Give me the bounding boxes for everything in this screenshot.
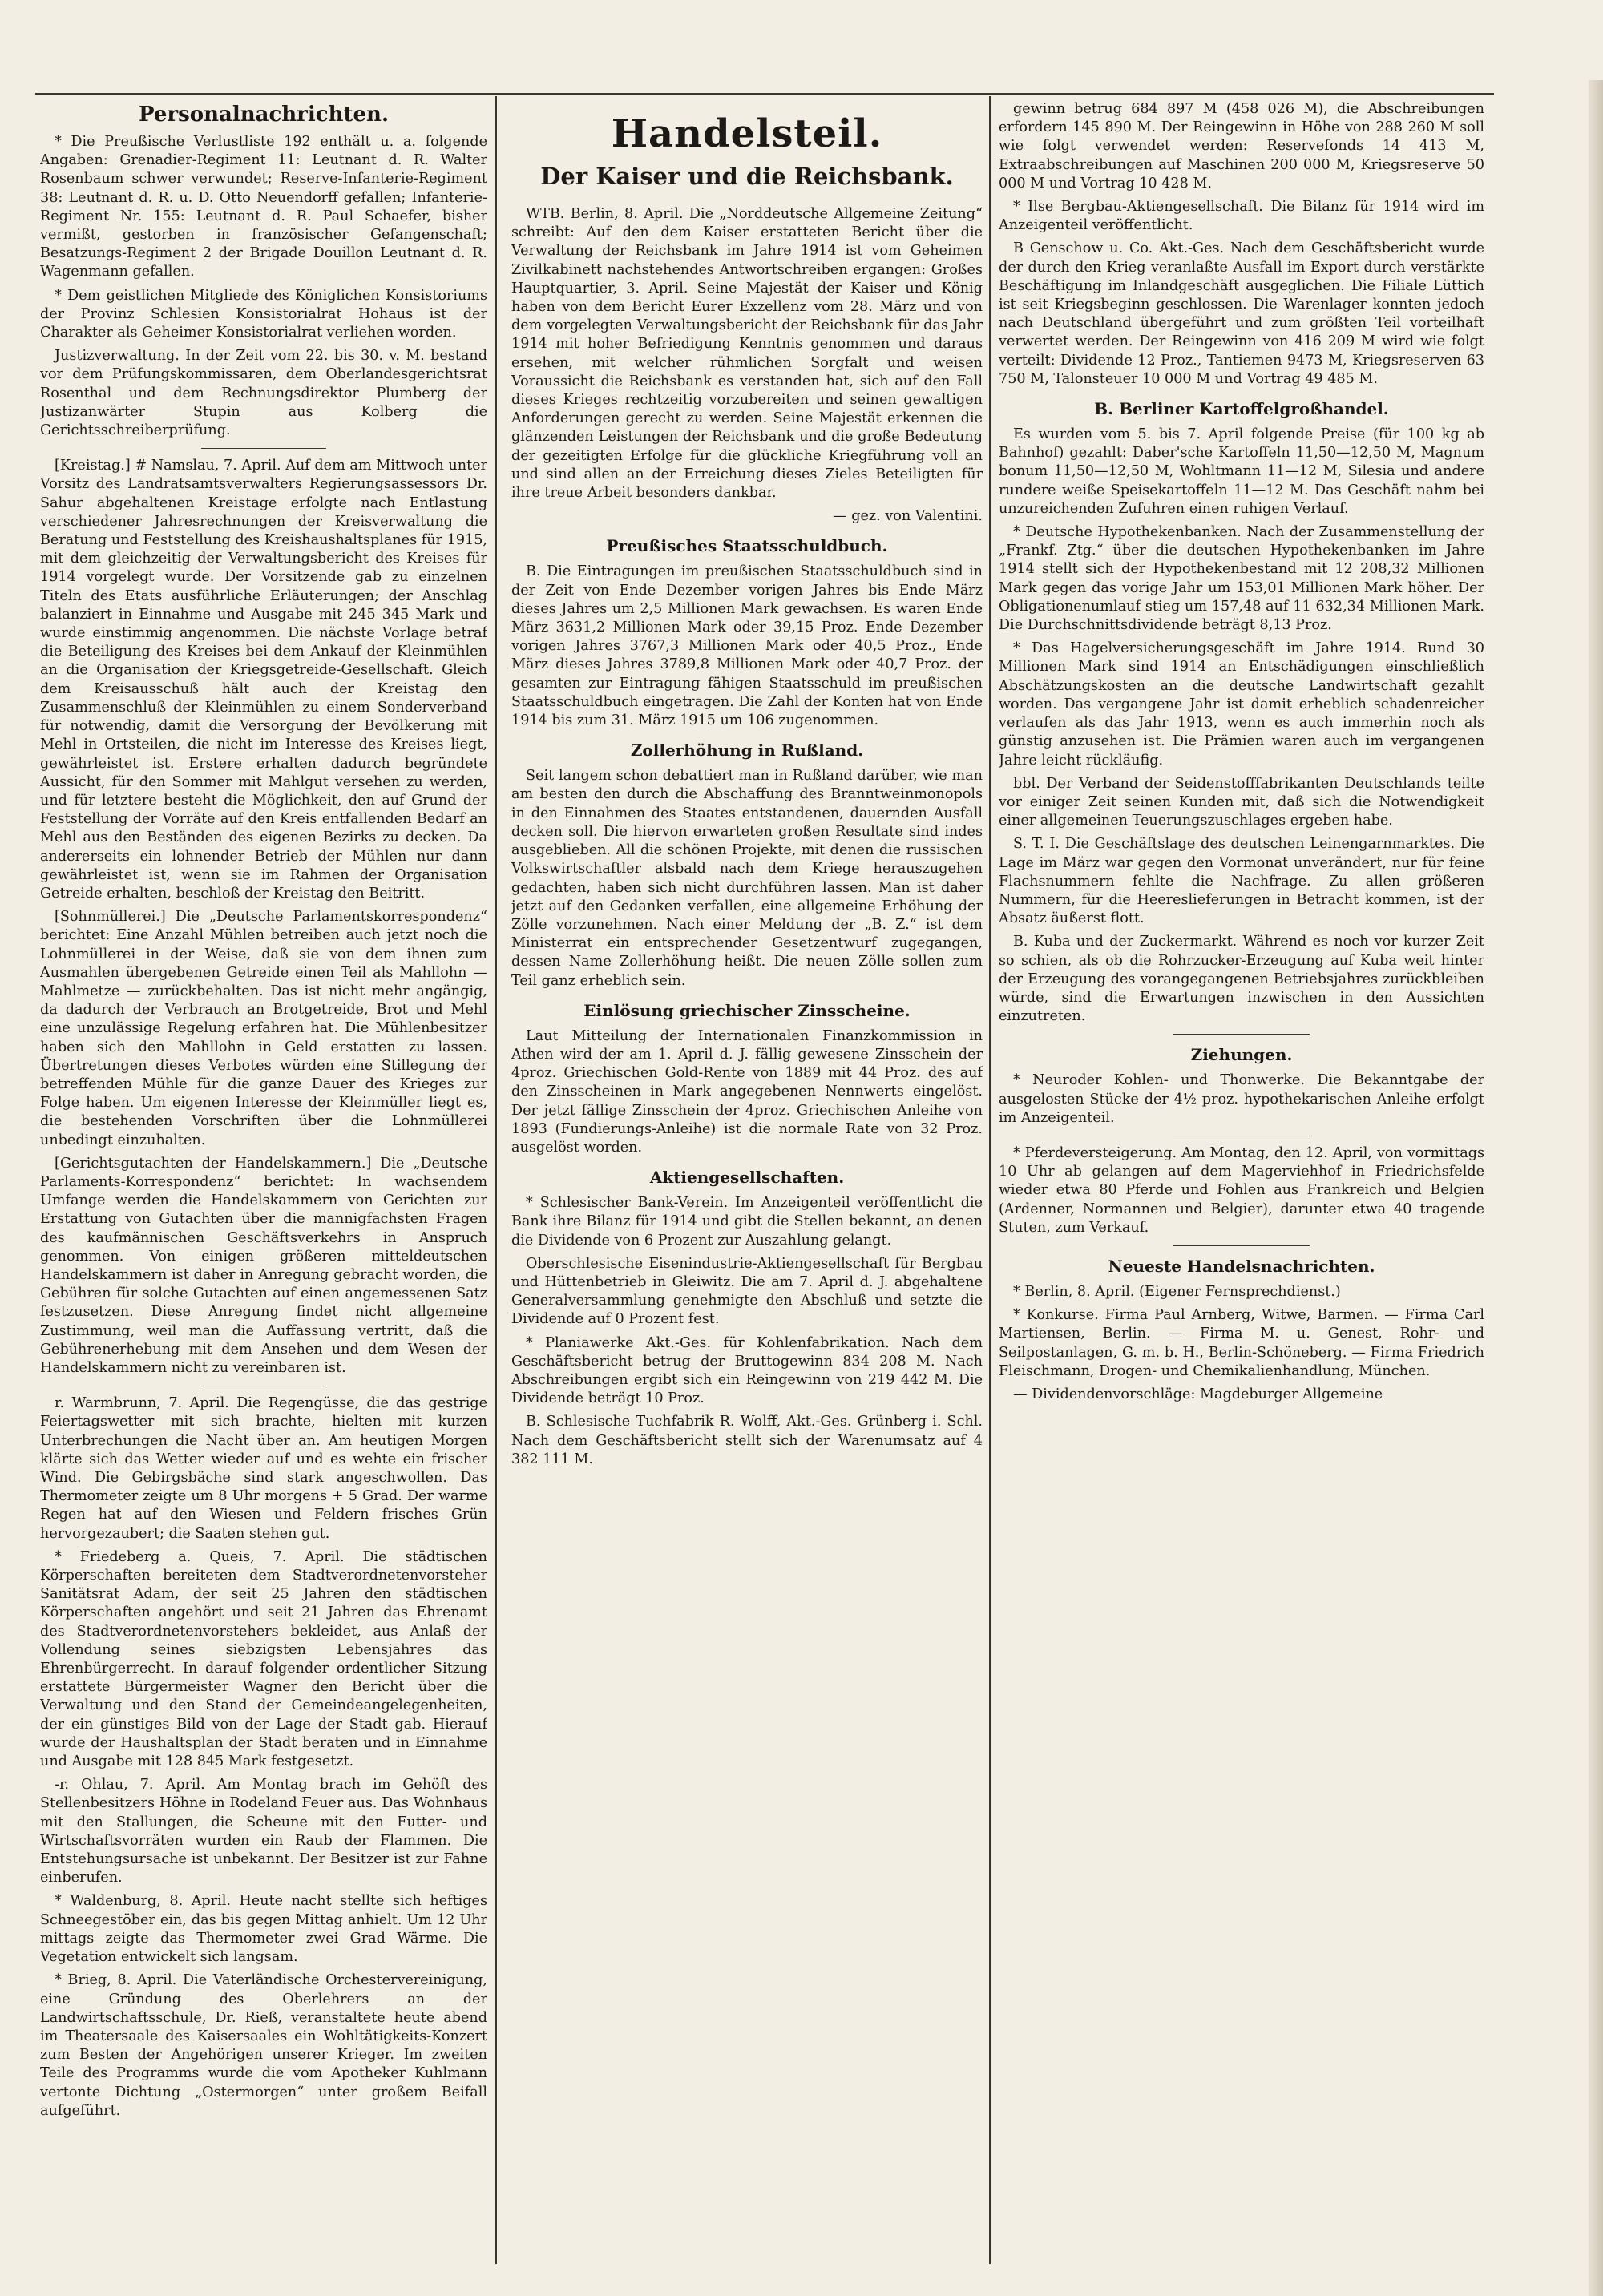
article-paragraph: * Konkurse. Firma Paul Arnberg, Witwe, Barmen. — Firma Carl Martiensen, Berlin. — Firma M. u. Genest, Rohr- und Seilpostanlagen, G. m. b. H., Berlin-Schöneberg. — Firma Friedrich Fleischmann, Drogen- und Chemikalienhandlung, München.	[999, 1307, 1484, 1379]
article-paragraph: * Planiawerke Akt.-Ges. für Kohlenfabrikation. Nach dem Geschäftsbericht betrug der Bruttogewinn 834 208 M. Nach Abschreibungen ergibt sich ein Reingewinn von 219 442 M. Die Dividende beträgt 10 Proz.	[511, 1334, 983, 1407]
article-paragraph: [Kreistag.] # Namslau, 7. April. Auf dem am Mittwoch unter Vorsitz des Landratsamtsverwalters Regierungsassessors Dr. Sahur abgehaltenen Kreistage erfolgte nach Entlastung verschiedener Jahresrechnungen der Kreisverwaltung die Beratung und Feststellung des Kreishaushaltsplanes für 1915, mit dem gleichzeitig der Verwaltungsbericht des Kreises für 1914 vorgelegt wurde. Der Vorsitzende gab zu einzelnen Titeln des Etats ausführliche Erläuterungen; der Anschlag balanziert in Einnahme und Ausgabe mit 245 345 Mark und wurde einstimmig angenommen. Die nächste Vorlage betraf die Beteiligung des Kreises bei dem Ankauf der Kleinmühlen an die Organisation der Kriegsgetreide-Gesellschaft. Gleich dem Kreisausschuß hält auch der Kreistag den Zusammenschluß der Kleinmühlen zu einem Sonderverband für notwendig, damit die Versorgung der Bevölkerung mit Mehl in Ortsteilen, die nicht im Interesse des Kreises liegt, gewährleistet ist. Erstere erhalten dadurch begründete Aussicht, für den Sommer mit Mahlgut versehen zu werden, und für letztere besteht die Möglichkeit, den auf Grund der Feststellung der Vorräte auf den Kreis entfallenden Bedarf an Mehl aus den Beständen des eigenen Bezirks zu decken. Da andererseits ein lohnender Betrieb der Mühlen nur dann gewährleistet ist, wenn sie im Rahmen der Organisation Getreide erhalten, beschloß der Kreistag den Beitritt.	[40, 458, 487, 902]
article-paragraph: * Berlin, 8. April. (Eigener Fernsprechdienst.)	[1013, 1283, 1341, 1300]
article-paragraph: bbl. Der Verband der Seidenstofffabrikanten Deutschlands teilte vor einiger Zeit seinen Kunden mit, daß sich die Notwendigkeit einer allgemeinen Teuerungszuschlages ergeben habe.	[999, 775, 1484, 829]
column-commerce	[511, 96, 983, 2264]
article-paragraph: * Brieg, 8. April. Die Vaterländische Orchestervereinigung, eine Gründung des Oberlehrers an der Landwirtschaftsschule, Dr. Rieß, veranstaltete heute abend im Theatersaale des Kaisersaales ein Wohltätigkeits-Konzert zum Besten der Angehörigen unserer Krieger. Im zweiten Teile des Programms wurde die vom Apotheker Kuhlmann vertonte Dichtung „Ostermorgen“ unter großem Beifall aufgeführt.	[40, 1972, 487, 2119]
article-paragraph: gewinn betrug 684 897 M (458 026 M), die Abschreibungen erfordern 145 890 M. Der Reingewinn in Höhe von 288 260 M soll wie folgt verwendet werden: Reservefonds 14 413 M, Extraabschreibungen auf Maschinen 200 000 M, Kriegsreserve 50 000 M und Vortrag 10 428 M.	[999, 101, 1484, 192]
article-paragraph: B Genschow u. Co. Akt.-Ges. Nach dem Geschäftsbericht wurde der durch den Krieg veranlaßte Ausfall im Export durch verstärkte Beschäftigung im Inlandgeschäft ausgeglichen. Die Filiale Lüttich ist seit Kriegsbeginn geschlossen. Die Warenlager konnten jedoch nach Deutschland übergeführt und zum größten Teil vorteilhaft verwertet werden. Der Reingewinn von 416 209 M wird wie folgt verteilt: Dividende 12 Proz., Tantiemen 9473 M, Kriegsreserven 63 750 M, Talonsteuer 10 000 M und Vortrag 49 485 M.	[999, 240, 1484, 387]
page-edge	[1589, 80, 1603, 2296]
article-paragraph: Seit langem schon debattiert man in Rußland darüber, wie man am besten den durch die Abschaffung des Branntweinmonopols in den Einnahmen des Staates entstandenen, dauernden Ausfall decken soll. Die hiervon erwarteten großen Resultate sind indes ausgeblieben. All die schönen Projekte, mit denen die russischen Volkswirtschaftler alsbald nach dem Kriege herauszugehen gedachten, haben sich nicht durchführen lassen. Man ist daher jetzt auf den Gedanken verfallen, eine allgemeine Erhöhung der Zölle vorzunehmen. Nach einer Meldung der „B. Z.“ ist dem Ministerrat ein entsprechender Gesetzentwurf zugegangen, dessen Name Zollerhöhung heißt. Die neuen Zölle sollen zum Teil ganz erheblich sein.	[511, 768, 983, 989]
top-rule	[35, 93, 1494, 95]
article-paragraph: * Deutsche Hypothekenbanken. Nach der Zusammenstellung der „Frankf. Ztg.“ über die deutschen Hypothekenbanken im Jahre 1914 stellt sich der Hypothekenbestand mit 12 208,32 Millionen Mark gegen das vorige Jahr um 153,01 Millionen Mark höher. Der Obligationenumlauf stieg um 157,48 auf 11 632,34 Millionen Mark. Die Durchschnittsdividende beträgt 8,13 Proz.	[999, 524, 1484, 634]
article-paragraph: Oberschlesische Eisenindustrie-Aktiengesellschaft für Bergbau und Hüttenbetrieb in Gleiwitz. Die am 7. April d. J. abgehaltene Generalversammlung genehmigte den Abschluß und setzte die Dividende auf 0 Prozent fest.	[511, 1255, 983, 1328]
separator	[1173, 1245, 1310, 1246]
article-headline: Der Kaiser und die Reichsbank.	[540, 163, 954, 190]
article-paragraph: WTB. Berlin, 8. April. Die „Norddeutsche Allgemeine Zeitung“ schreibt: Auf den dem Kaiser erstatteten Bericht über die Verwaltung der Reichsbank im Jahre 1914 ist vom Geheimen Zivilkabinett nachstehendes Antwortschreiben ergangen: Großes Hauptquartier, 3. April. Seine Majestät der Kaiser und König haben von dem Bericht Eurer Exzellenz vom 28. März und von dem vorgelegten Verwaltungsbericht der Reichsbank für das Jahr 1914 mit hoher Befriedigung Kenntnis genommen und daraus ersehen, mit welcher rühmlichen Sorgfalt und weisen Voraussicht die Reichsbank es verstanden hat, sich auf den Fall dieses Krieges rechtzeitig vorzubereiten und seinen gewaltigen Anforderungen gerecht zu werden. Seine Majestät erkennen die glänzenden Leistungen der Reichsbank und die große Bedeutung der gezeitigten Erfolge für die glückliche Kriegführung voll an und sind allen an der Erreichung dieses Zieles Beteiligten für ihre treue Arbeit besonders dankbar.	[511, 206, 983, 502]
article-paragraph: * Die Preußische Verlustliste 192 enthält u. a. folgende Angaben: Grenadier-Regiment 11: Leutnant d. R. Walter Rosenbaum schwer verwundet; Reserve-Infanterie-Regiment 38: Leutnant d. R. u. D. Otto Neuendorff gefallen; Infanterie-Regiment Nr. 155: Leutnant d. R. Paul Schaefer, bisher vermißt, gestorben in französischer Gefangenschaft; Besatzungs-Regiment 2 der Brigade Douillon Leutnant d. R. Wagenmann gefallen.	[40, 134, 487, 280]
article-paragraph: [Sohnmüllerei.] Die „Deutsche Parlamentskorrespondenz“ berichtet: Eine Anzahl Mühlen betreiben auch jetzt noch die Lohnmüllerei in der Weise, daß sie von dem ihnen zum Ausmahlen übergebenen Getreide einen Teil als Mahllohn — Mahlmetze — zurückbehalten. Das ist nicht mehr angängig, da dadurch der Verbrauch an Brotgetreide, Brot und Mehl eine unzulässige Regelung erfahren hat. Die Mühlenbesitzer haben sich den Mahllohn in Geld erstatten zu lassen. Übertretungen dieses Verbotes würden eine Stillegung der betreffenden Mühle für die ganze Dauer des Krieges zur Folge haben. Um eigenen Interesse der Kleinmüller liegt es, die bestehenden Vorschriften über die Lohnmüllerei unbedingt einzuhalten.	[40, 909, 487, 1148]
article-headline: Zollerhöhung in Rußland.	[630, 740, 864, 761]
article-paragraph: S. T. I. Die Geschäftslage des deutschen Leinengarnmarktes. Die Lage im März war gegen den Vormonat unverändert, nur für feine Flachsnummern fehlte die Nachfrage. Zu allen größeren Nummern, für die Heereslieferungen in Betracht kommen, ist der Absatz äußerst flott.	[999, 836, 1484, 927]
article-headline: Preußisches Staatsschuldbuch.	[606, 536, 888, 556]
column-market-news	[999, 100, 1484, 2264]
article-paragraph: B. Die Eintragungen im preußischen Staatsschuldbuch sind in der Zeit von Ende Dezember vorigen Jahres bis Ende März dieses Jahres um 2,5 Millionen Mark gewachsen. Es waren Ende März 3631,2 Millionen Mark oder 39,15 Proz. Ende Dezember vorigen Jahres 3767,3 Millionen Mark oder 40,5 Proz., Ende März dieses Jahres 3789,8 Millionen Mark oder 40,7 Proz. der gesamten zur Eintragung fähigen Staatsschuld im preußischen Staatsschuldbuch eingetragen. Die Zahl der Konten hat von Ende 1914 bis zum 31. März 1915 um 106 zugenommen.	[511, 563, 983, 729]
article-headline: Neueste Handelsnachrichten.	[1108, 1256, 1375, 1276]
article-paragraph: -r. Ohlau, 7. April. Am Montag brach im Gehöft des Stellenbesitzers Höhne in Rodeland Feuer aus. Das Wohnhaus mit den Stallungen, die Scheune mit den Futter- und Wirtschaftsvorräten wurden ein Raub der Flammen. Die Entstehungsursache ist unbekannt. Der Besitzer ist zur Fahne einberufen.	[40, 1777, 487, 1886]
article-paragraph: * Ilse Bergbau-Aktiengesellschaft. Die Bilanz für 1914 wird im Anzeigenteil veröffentlicht.	[999, 199, 1484, 234]
article-paragraph: r. Warmbrunn, 7. April. Die Regengüsse, die das gestrige Feiertagswetter mit sich brachte, hielten mit kurzen Unterbrechungen die Nacht über an. Am heutigen Morgen klärte sich das Wetter wieder auf und es wehte ein frischer Wind. Die Gebirgsbäche sind stark angeschwollen. Das Thermometer zeigte um 8 Uhr morgens + 5 Grad. Der warme Regen hat auf den Wiesen und Feldern frisches Grün hervorgezaubert; die Saaten stehen gut.	[40, 1395, 487, 1542]
article-headline: Ziehungen.	[1190, 1045, 1293, 1065]
separator	[1173, 1034, 1310, 1035]
article-headline: Aktiengesellschaften.	[649, 1168, 845, 1188]
signature: — gez. von Valentini.	[833, 508, 983, 525]
article-paragraph: * Pferdeversteigerung. Am Montag, den 12. April, von vormittags 10 Uhr ab gelangen auf dem Magerviehhof in Friedrichsfelde wieder etwa 80 Pferde und Fohlen aus Frankreich und Belgien (Ardenner, Normannen und Belgier), darunter etwa 40 tragende Stuten, zum Verkauf.	[999, 1144, 1484, 1236]
article-paragraph: * Friedeberg a. Queis, 7. April. Die städtischen Körperschaften bereiteten dem Stadtverordnetenvorsteher Sanitätsrat Adam, der seit 25 Jahren den städtischen Körperschaften angehört und seit 21 Jahren das Ehrenamt des Stadtverordnetenvorstehers bekleidet, aus Anlaß der Vollendung seines siebzigsten Lebensjahres das Ehrenbürgerrecht. In darauf folgender ordentlicher Sitzung erstattete Bürgermeister Wagner den Bericht über die Verwaltung und den Stand der Gemeindeangelegenheiten, der ein günstiges Bild von der Lage der Stadt gab. Hierauf wurde der Haushaltsplan der Stadt beraten und in Einnahme und Ausgabe mit 128 845 Mark festgesetzt.	[40, 1548, 487, 1770]
article-paragraph: Laut Mitteilung der Internationalen Finanzkommission in Athen wird der am 1. April d. J. fällig gewesene Zinsschein der 4proz. Griechischen Gold-Rente von 1889 mit 44 Proz. des auf den Zinsscheinen in Mark angegebenen Nennwerts eingelöst. Der jetzt fällige Zinsschein der 4proz. Griechischen Anleihe von 1893 (Fundierungs-Anleihe) ist die normale Rate von 32 Proz. ausgelöst worden.	[511, 1027, 983, 1156]
article-paragraph: * Das Hagelversicherungsgeschäft im Jahre 1914. Rund 30 Millionen Mark sind 1914 an Entschädigungen einschließlich Abschätzungskosten an die deutsche Landwirtschaft gezahlt worden. Das vergangene Jahr ist damit erheblich schadenreicher verlaufen als das Jahr 1913, wenn es auch immerhin noch als günstig anzusehen ist. Die Prämien waren auch im vergangenen Jahre leicht rückläufig.	[999, 640, 1484, 769]
article-paragraph: B. Schlesische Tuchfabrik R. Wolff, Akt.-Ges. Grünberg i. Schl. Nach dem Geschäftsbericht stellt sich der Warenumsatz auf 4 382 111 M.	[511, 1414, 983, 1467]
section-title: Personalnachrichten.	[139, 103, 389, 127]
section-title: Handelsteil.	[611, 111, 883, 156]
article-paragraph: * Schlesischer Bank-Verein. Im Anzeigenteil veröffentlicht die Bank ihre Bilanz für 1914 und gibt die Stellen bekannt, an denen die Dividende von 6 Prozent zur Auszahlung gelangt.	[511, 1195, 983, 1249]
separator	[201, 448, 326, 449]
column-rule	[495, 96, 497, 2264]
article-paragraph: * Dem geistlichen Mitgliede des Königlichen Konsistoriums der Provinz Schlesien Konsistorialrat Hohaus ist der Charakter als Geheimer Konsistorialrat verliehen worden.	[40, 287, 487, 341]
article-paragraph: Justizverwaltung. In der Zeit vom 22. bis 30. v. M. bestand vor dem Prüfungskommissaren, dem Oberlandesgerichtsrat Rosenthal und dem Rechnungsdirektor Plumberg der Justizanwärter Stupin aus Kolberg die Gerichtsschreiberprüfung.	[40, 348, 487, 439]
article-paragraph: — Dividendenvorschläge: Magdeburger Allgemeine	[1013, 1386, 1383, 1402]
article-paragraph: * Neuroder Kohlen- und Thonwerke. Die Bekanntgabe der ausgelosten Stücke der 4½ proz. hypothekarischen Anleihe erfolgt im Anzeigenteil.	[999, 1072, 1484, 1126]
article-paragraph: B. Kuba und der Zuckermarkt. Während es noch vor kurzer Zeit so schien, als ob die Rohrzucker-Erzeugung auf Kuba weit hinter der Erzeugung des vorangegangenen Betriebsjahres zurückbleiben würde, sind die Erwartungen inzwischen in den Aussichten einzutreten.	[999, 934, 1484, 1025]
column-rule	[989, 96, 991, 2264]
article-paragraph: [Gerichtsgutachten der Handelskammern.] Die „Deutsche Parlaments-Korrespondenz“ berichtet: In wachsendem Umfange werden die Handelskammern von Gerichten zur Erstattung von Gutachten über die mannigfachsten Fragen des kaufmännischen Geschäftsverkehrs in Anspruch genommen. Von einigen größeren mitteldeutschen Handelskammern ist daher in Anregung gebracht worden, die Gebühren für solche Gutachten auf einen angemessenen Satz festzusetzen. Diese Anregung findet nicht allgemeine Zustimmung, weil man die Auffassung vertritt, daß die Gebührenerhebung mit dem Ansehen und dem Wesen der Handelskammern nicht zu vereinbaren ist.	[40, 1155, 487, 1376]
article-paragraph: Es wurden vom 5. bis 7. April folgende Preise (für 100 kg ab Bahnhof) gezahlt: Daber'sche Kartoffeln 11,50—12,50 M, Magnum bonum 11,50—12,50 M, Wohltmann 11—12 M, Silesia und andere rundere weiße Speisekartoffeln 11—12 M. Das Geschäft nahm bei unzureichenden Zufuhren einen ruhigen Verlauf.	[999, 426, 1484, 517]
article-paragraph: * Waldenburg, 8. April. Heute nacht stellte sich heftiges Schneegestöber ein, das bis gegen Mittag anhielt. Um 12 Uhr mittags zeigte das Thermometer zwei Grad Wärme. Die Vegetation entwickelt sich langsam.	[40, 1893, 487, 1966]
article-headline: Einlösung griechischer Zinsscheine.	[583, 1000, 911, 1020]
column-personal-news	[40, 96, 487, 2264]
article-headline: B. Berliner Kartoffelgroßhandel.	[1094, 399, 1389, 419]
